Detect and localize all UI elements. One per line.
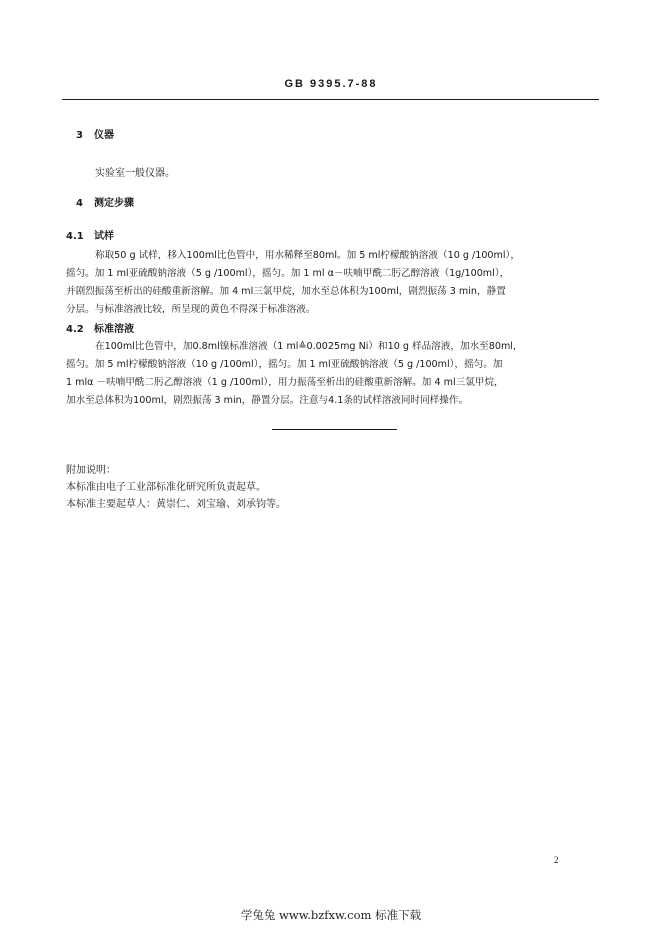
section-3-heading <box>76 126 114 141</box>
section-4-1-heading <box>66 227 114 242</box>
paragraph-line: 加水至总体积为100ml，剧烈振荡 3 min，静置分层。注意与4.1条的试样溶液同时同样操作。 <box>66 395 469 406</box>
page-number: 2 <box>554 855 559 865</box>
section-number: 4 <box>76 198 83 209</box>
subsection-title: 试样 <box>94 231 114 242</box>
section-title: 仪器 <box>94 130 114 141</box>
paragraph-line: 分层。与标准溶液比较，所呈现的黄色不得深于标准溶液。 <box>66 304 316 315</box>
notes-title: 附加说明： <box>66 465 116 476</box>
section-number: 3 <box>76 130 83 141</box>
subsection-number: 4.2 <box>66 324 84 335</box>
subsection-title: 标准溶液 <box>94 324 134 335</box>
divider <box>272 429 397 430</box>
standard-header: GB 9395.7-88 <box>284 78 378 90</box>
header-rule <box>62 99 599 100</box>
paragraph-line: 并剧烈振荡至析出的硅酸重新溶解。加 4 ml三氯甲烷，加水至总体积为100ml，剧烈振荡 3 min，静置 <box>66 286 506 297</box>
section-3-body: 实验室一般仪器。 <box>95 168 175 179</box>
section-title: 测定步骤 <box>94 198 134 209</box>
paragraph-line: 摇匀。加 1 ml亚硫酸钠溶液（5 g /100ml），摇匀。加 1 ml α－呋喃甲酰二肟乙醇溶液（1g/100ml）， <box>66 268 510 279</box>
section-4-2-heading <box>66 320 134 335</box>
paragraph-line: 称取50 g 试样，移入100ml比色管中，用水稀释至80ml。加 5 ml柠檬酸钠溶液（10 g /100ml）， <box>95 250 520 261</box>
watermark-footer: 学兔兔 www.bzfxw.com 标准下载 <box>240 908 422 922</box>
notes-line: 本标准由电子工业部标准化研究所负责起草。 <box>66 482 266 493</box>
paragraph-line: 1 mlα －呋喃甲酰二肟乙醇溶液（1 g /100ml），用力振荡至析出的硅酸重新溶解。加 4 ml三氯甲烷， <box>66 377 504 388</box>
section-4-heading <box>76 194 134 209</box>
subsection-number: 4.1 <box>66 231 84 242</box>
paragraph-line: 在100ml比色管中，加0.8ml镍标准溶液（1 ml≙0.0025mg Ni）和10 g 样品溶液，加水至80ml， <box>95 341 523 352</box>
paragraph-line: 摇匀。加 5 ml柠檬酸钠溶液（10 g /100ml），摇匀。加 1 ml亚硫酸钠溶液（5 g /100ml），摇匀。加 <box>66 359 503 370</box>
notes-line: 本标准主要起草人：黄崇仁、刘宝瑜、刘承钧等。 <box>66 499 286 510</box>
